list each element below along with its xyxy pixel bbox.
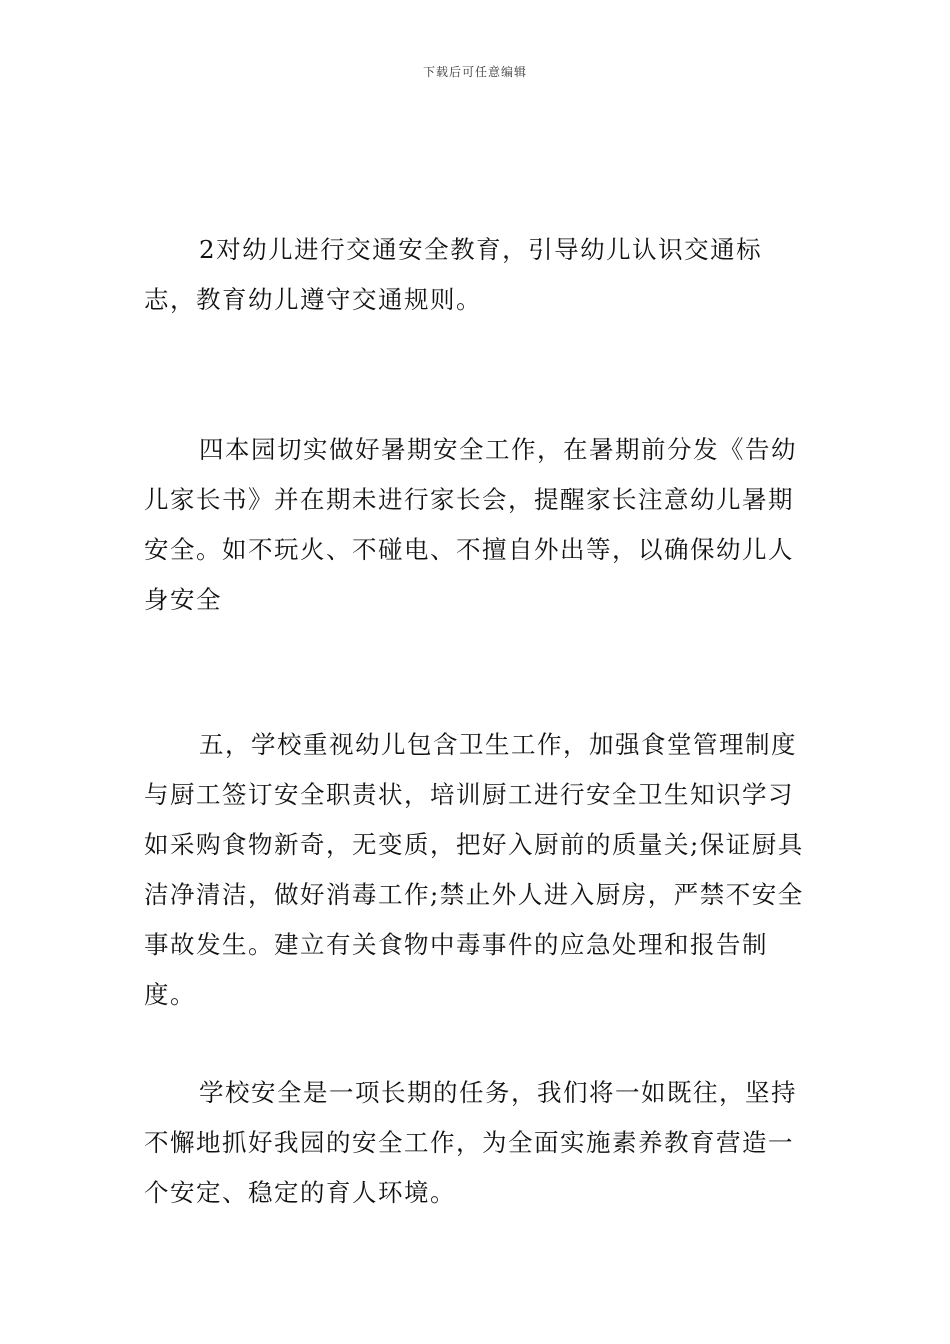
paragraph-conclusion: 学校安全是一项长期的任务，我们将一如既往，坚持不懈地抓好我园的安全工作，为全面实施素养教育营造一个安定、稳定的育人环境。 [144, 1078, 797, 1207]
page-header-note: 下载后可任意编辑 [422, 65, 527, 79]
paragraph-summer-safety: 四本园切实做好暑期安全工作，在暑期前分发《告幼儿家长书》并在期未进行家长会，提醒家长注意幼儿暑期安全。如不玩火、不碰电、不擅自外出等，以确保幼儿人身安全 [144, 435, 797, 614]
paragraph-hygiene-work: 五，学校重视幼儿包含卫生工作，加强食堂管理制度与厨工签订安全职责状，培训厨工进行安全卫生知识学习如采购食物新奇，无变质，把好入厨前的质量关;保证厨具洁净清洁，做好消毒工作;禁止外人进入厨房，严禁不安全事故发生。建立有关食物中毒事件的应急处理和报告制度。 [144, 730, 804, 1009]
paragraph-traffic-safety: 2对幼儿进行交通安全教育，引导幼儿认识交通标志，教育幼儿遵守交通规则。 [144, 235, 763, 314]
